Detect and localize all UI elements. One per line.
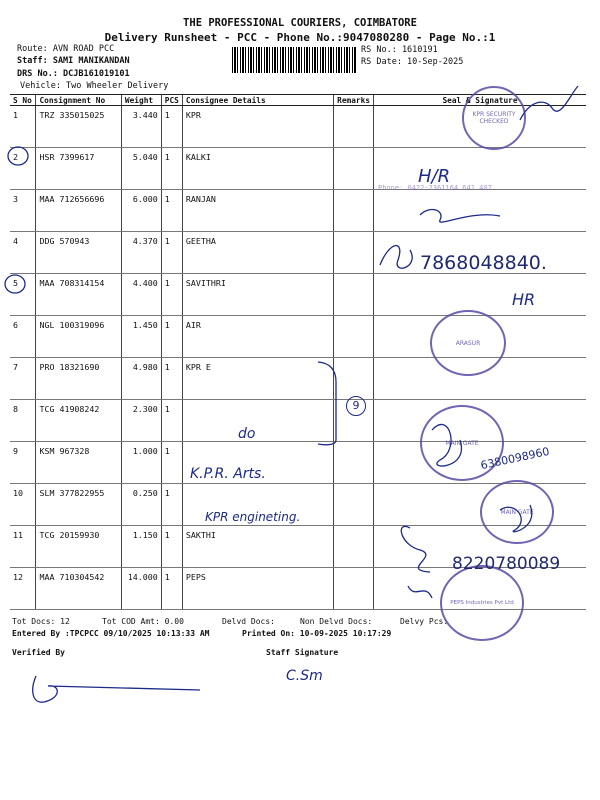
gate-stamp-1: MAIN GATE [420,405,504,481]
cell-consignment: PRO 18321690 [36,358,121,400]
cell-remarks [334,442,374,484]
runsheet-subtitle: Delivery Runsheet - PCC - Phone No.:9047080280 - Page No.:1 [104,31,496,44]
route-label: Route: AVN ROAD PCC [17,44,115,54]
total-cod: Tot COD Amt: 0.00 [102,617,184,626]
peps-stamp: PEPS Industries Pvt Ltd [440,565,524,641]
hw-kpr-eng: KPR engineting. [205,510,301,524]
cell-sno: 4 [10,232,36,274]
cell-consignment: MAA 708314154 [36,274,121,316]
hw-hr-1: H/R [418,166,451,187]
cell-consignee: RANJAN [182,190,333,232]
cell-weight: 4.400 [121,274,161,316]
hw-phone-3: 6380098960 [479,444,551,473]
cell-pcs: 1 [161,400,182,442]
hw-ditto: do [238,426,256,442]
cell-sno: 12 [10,568,36,610]
cell-seal [374,190,586,232]
store-stamp-phone: Phone: 0422-2361164 [378,184,459,192]
cell-weight: 1.150 [121,526,161,568]
col-seal-signature: Seal & Signature [374,95,586,106]
rs-number: RS No.: 1610191 [361,45,438,55]
delivered-pcs: Delvy Pcs: [400,617,449,626]
cell-weight: 2.300 [121,400,161,442]
cell-sno: 6 [10,316,36,358]
cell-pcs: 1 [161,316,182,358]
cell-remarks [334,358,374,400]
cell-consignee: KPR E [182,358,333,400]
gate-stamp-2: MAIN GATE [480,480,554,544]
cell-pcs: 1 [161,148,182,190]
cell-sno: 2 [10,148,36,190]
non-delivered-docs: Non Delvd Docs: [300,617,373,626]
cell-consignment: MAA 712656696 [36,190,121,232]
hw-phone-2: 8220780089 [452,554,561,574]
cell-consignment: DDG 570943 [36,232,121,274]
security-stamp: KPR SECURITY CHECKED [462,86,526,150]
cell-weight: 1.450 [121,316,161,358]
cell-weight: 4.980 [121,358,161,400]
cell-consignee: PEPS [182,568,333,610]
cell-pcs: 1 [161,274,182,316]
cell-remarks [334,106,374,148]
cell-consignment: MAA 710304542 [36,568,121,610]
cell-remarks [334,568,374,610]
col-sno: S No [10,95,36,106]
drs-barcode [232,47,356,73]
cell-consignee: AIR [182,316,333,358]
cell-consignee: KPR [182,106,333,148]
verifier-signature [33,676,200,702]
cell-remarks [334,316,374,358]
col-consignment: Consignment No [36,95,121,106]
hw-circle-9: 9 [346,396,366,416]
cell-pcs: 1 [161,232,182,274]
cell-sno: 5 [10,274,36,316]
staff-signature-label: Staff Signature [266,648,339,657]
cell-sno: 1 [10,106,36,148]
total-docs: Tot Docs: 12 [12,617,70,626]
printed-on: Printed On: 10-09-2025 10:17:29 [242,629,392,638]
cell-remarks [334,232,374,274]
cell-sno: 11 [10,526,36,568]
cell-pcs: 1 [161,106,182,148]
cell-weight: 6.000 [121,190,161,232]
cell-consignee: GEETHA [182,232,333,274]
table-row [10,358,586,400]
cell-sno: 10 [10,484,36,526]
cell-sno: 8 [10,400,36,442]
cell-consignment: KSM 967328 [36,442,121,484]
cell-remarks [334,190,374,232]
arasur-stamp: ARASUR [430,310,506,376]
table-row [10,274,586,316]
cell-weight: 3.440 [121,106,161,148]
cell-consignee: SAKTHI [182,526,333,568]
cell-sno: 9 [10,442,36,484]
cell-sno: 7 [10,358,36,400]
cell-remarks [334,148,374,190]
cell-remarks [334,526,374,568]
cell-pcs: 1 [161,484,182,526]
cell-consignment: TRZ 335015025 [36,106,121,148]
col-weight: Weight [121,95,161,106]
rs-date: RS Date: 10-Sep-2025 [361,57,464,67]
cell-weight: 14.000 [121,568,161,610]
cell-weight: 5.040 [121,148,161,190]
delivered-docs: Delvd Docs: [222,617,275,626]
cell-consignee [182,400,333,442]
cell-pcs: 1 [161,568,182,610]
vehicle-label: Vehicle: Two Wheeler Delivery [20,81,169,91]
cell-pcs: 1 [161,442,182,484]
hw-hr-2: HR [512,290,536,309]
hw-staff-initials: C.Sm [286,668,323,684]
hw-phone-1: 7868048840. [420,252,547,274]
hw-kpr-arts: K.P.R. Arts. [190,466,266,482]
staff-label: Staff: SAMI MANIKANDAN [17,56,130,66]
cell-consignment: TCG 20159930 [36,526,121,568]
cell-weight: 0.250 [121,484,161,526]
cell-consignment: SLM 377822955 [36,484,121,526]
cell-consignee: KALKI [182,148,333,190]
cell-consignment: NGL 100319096 [36,316,121,358]
verified-by-label: Verified By [12,648,65,657]
cell-pcs: 1 [161,190,182,232]
cell-consignment: HSR 7399617 [36,148,121,190]
cell-consignment: TCG 41908242 [36,400,121,442]
col-remarks: Remarks [334,95,374,106]
cell-weight: 4.370 [121,232,161,274]
cell-sno: 3 [10,190,36,232]
cell-consignee: SAVITHRI [182,274,333,316]
company-title: THE PROFESSIONAL COURIERS, COIMBATORE [183,17,417,29]
cell-remarks [334,274,374,316]
entered-by: Entered By :TPCPCC 09/10/2025 10:13:33 AM [12,629,210,638]
col-pcs: PCS [161,95,182,106]
store-stamp-pin: 641 407 [462,184,492,192]
col-consignee: Consignee Details [182,95,333,106]
cell-weight: 1.000 [121,442,161,484]
cell-pcs: 1 [161,526,182,568]
cell-pcs: 1 [161,358,182,400]
drs-number: DRS No.: DCJB161019101 [17,69,130,79]
store-stamp-text [378,184,574,192]
cell-seal [374,484,586,526]
cell-seal [374,274,586,316]
table-row [10,190,586,232]
cell-remarks [334,484,374,526]
